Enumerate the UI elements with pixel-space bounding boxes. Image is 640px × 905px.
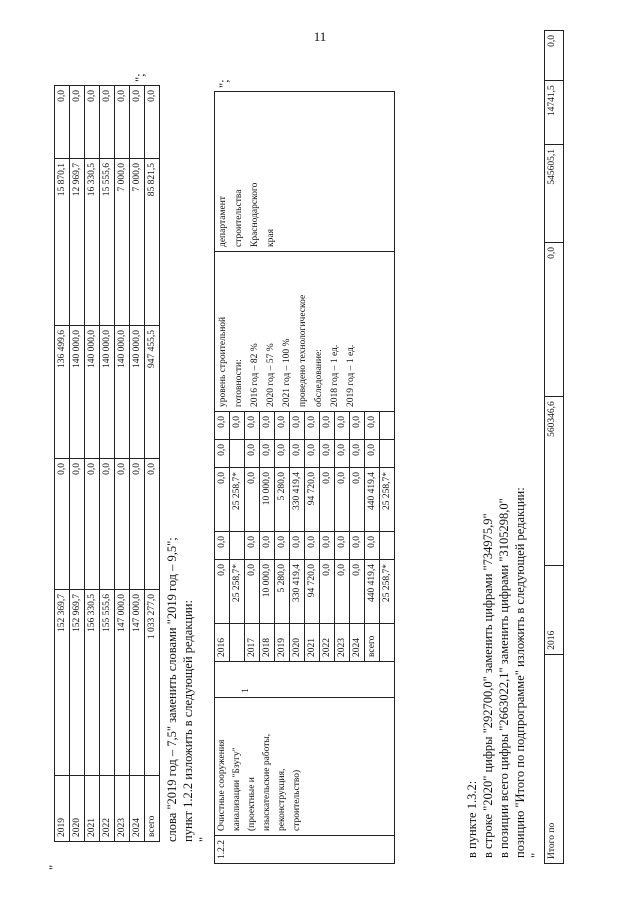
table-cell: 560346,6 (545, 397, 564, 565)
table-cell (380, 440, 395, 468)
object-name-line: реконструкция, (277, 768, 287, 831)
table-cell: 0,0 (335, 560, 350, 624)
table-cell: Итого по (545, 654, 564, 863)
result-line: 2016 год – 82 % (250, 343, 260, 407)
table-cell: 0,0 (215, 560, 230, 624)
table-row (85, 86, 100, 842)
table-cell: 0,0 (215, 468, 230, 532)
table-cell: 147 000,0 (115, 590, 130, 776)
table-cell: 0,0 (545, 31, 564, 81)
result-line: уровень строительной (218, 316, 228, 407)
table-row (70, 86, 85, 842)
table-cell: 94 720,0 (305, 560, 320, 624)
page-number: 11 (313, 29, 327, 44)
table-cell: 2021 (305, 624, 320, 662)
table-cell: 85 821,5 (145, 159, 160, 326)
object-name-line: изыскательские работы, (262, 733, 272, 831)
department-cell (215, 92, 395, 252)
department-line: строительства (234, 189, 244, 247)
table-cell: 0,0 (245, 468, 260, 532)
table-cell: 330 419,4 (290, 560, 305, 624)
table-cell: 2024 (130, 776, 145, 842)
table-cell: 440 419,4 (365, 468, 380, 532)
object-name-line: канализации "Бзугу" (232, 747, 242, 831)
funding-table-continued (54, 85, 160, 842)
rotated-page (40, 30, 600, 870)
table-cell: 0,0 (55, 459, 70, 590)
table-cell: 25 258,7* (230, 468, 245, 532)
table-cell: 0,0 (350, 560, 365, 624)
table-cell: 0,0 (335, 440, 350, 468)
table-row (100, 86, 115, 842)
table-cell: всего (145, 776, 160, 842)
item-1-3-2-instruction: в пункте 1.3.2: (465, 780, 479, 858)
table-cell: 2019 (275, 624, 290, 662)
table-cell: 2018 (260, 624, 275, 662)
table-cell: 10 000,0 (260, 468, 275, 532)
table-cell: 25 258,7* (230, 560, 245, 624)
result-line: 2021 год – 100 % (282, 338, 292, 407)
table1-open-quote: " (47, 864, 61, 870)
table-cell: 7 000,0 (115, 159, 130, 326)
table-cell: 0,0 (290, 440, 305, 468)
table-cell: 0,0 (115, 86, 130, 159)
table-cell: 1.2.2 (215, 836, 395, 864)
quote-mark-2: " (529, 852, 543, 858)
table-cell: 2020 (70, 776, 85, 842)
object-name-line: (проектные и (247, 777, 257, 831)
table-cell: 2016 (215, 624, 230, 662)
table-cell: 0,0 (290, 532, 305, 560)
table-cell: 0,0 (320, 440, 335, 468)
department-line: Краснодарского (250, 182, 260, 247)
table-cell: 156 330,5 (85, 590, 100, 776)
table-cell: 440 419,4 (365, 560, 380, 624)
table-cell: 94 720,0 (305, 468, 320, 532)
result-cell (215, 252, 395, 412)
table-cell: 0,0 (275, 440, 290, 468)
table-cell: 0,0 (335, 468, 350, 532)
table-cell: 0,0 (365, 440, 380, 468)
table-cell: 2021 (85, 776, 100, 842)
table-cell: 2019 (55, 776, 70, 842)
table-cell: 0,0 (260, 440, 275, 468)
table-cell: 10 000,0 (260, 560, 275, 624)
table-cell: 5 280,0 (275, 468, 290, 532)
table-cell: 0,0 (305, 412, 320, 440)
table-row (55, 86, 70, 842)
table-cell: 2022 (320, 624, 335, 662)
table-cell: 2020 (290, 624, 305, 662)
table-cell: 16 330,5 (85, 159, 100, 326)
mark-cell (215, 662, 395, 698)
table-cell: 0,0 (145, 459, 160, 590)
table-row (130, 86, 145, 842)
table-cell: всего (365, 624, 380, 662)
table-cell: 15 555,6 (100, 159, 115, 326)
table-cell: 136 499,6 (55, 326, 70, 459)
result-line: 2018 год – 1 ед. (330, 344, 340, 407)
mark-text: 1 (241, 688, 251, 693)
table-cell: 0,0 (320, 412, 335, 440)
table-cell: 0,0 (335, 532, 350, 560)
object-name-line: строительство) (292, 769, 302, 831)
department-line: края (266, 229, 276, 247)
table-cell: 152 969,7 (70, 590, 85, 776)
table-cell (230, 440, 245, 468)
table2-close-mark: "; (217, 79, 231, 88)
table-cell: 0,0 (335, 412, 350, 440)
table-cell (380, 624, 395, 662)
object-name-line: Очистные сооружения (217, 739, 227, 831)
table-cell: 2023 (115, 776, 130, 842)
table-cell: 0,0 (320, 532, 335, 560)
table-cell: 0,0 (130, 86, 145, 159)
table-cell: 1 033 277,0 (145, 590, 160, 776)
table-row (545, 31, 564, 864)
table-cell: 0,0 (230, 412, 245, 440)
object-name-cell (215, 698, 395, 836)
table-cell: 0,0 (245, 412, 260, 440)
table-cell: 0,0 (85, 86, 100, 159)
table-cell: 0,0 (350, 440, 365, 468)
table-cell: 140 000,0 (70, 326, 85, 459)
table-cell: 545605,1 (545, 145, 564, 243)
table-cell: 0,0 (130, 459, 145, 590)
table-row (215, 92, 230, 864)
quote-mark: " (197, 836, 211, 842)
table-cell: 0,0 (260, 532, 275, 560)
table-row (145, 86, 160, 842)
item-1-2-2-table (214, 91, 395, 864)
table-cell: 0,0 (115, 459, 130, 590)
table-cell: 0,0 (365, 412, 380, 440)
result-line: обследование: (314, 349, 324, 407)
table-cell: 0,0 (100, 459, 115, 590)
subprogram-total-table (544, 30, 564, 864)
table-cell: 0,0 (245, 532, 260, 560)
table-cell: 14741,5 (545, 81, 564, 145)
table-cell: 2016 (545, 565, 564, 654)
table-cell: 0,0 (215, 412, 230, 440)
table-cell: 0,0 (350, 412, 365, 440)
table-cell: 140 000,0 (115, 326, 130, 459)
table-cell: 0,0 (275, 532, 290, 560)
table-cell: 0,0 (215, 440, 230, 468)
result-line: готовности: (234, 359, 244, 407)
table-cell: 0,0 (320, 560, 335, 624)
table-cell: 947 455,5 (145, 326, 160, 459)
department-line: департамент (218, 196, 228, 247)
table-cell: 7 000,0 (130, 159, 145, 326)
table-cell: 0,0 (305, 532, 320, 560)
table-cell: 0,0 (350, 532, 365, 560)
table-cell: 15 870,1 (55, 159, 70, 326)
table-cell: 0,0 (245, 560, 260, 624)
table-cell: 140 000,0 (130, 326, 145, 459)
table-cell: 0,0 (85, 459, 100, 590)
table-cell: 0,0 (365, 532, 380, 560)
table-cell (380, 532, 395, 560)
table-row (115, 86, 130, 842)
table-cell: 0,0 (290, 412, 305, 440)
table-cell: 0,0 (275, 412, 290, 440)
total-instruction: в позиции всего цифры "2663022,1" заменить цифрами "3105298,0" (497, 498, 511, 858)
table-cell: 330 419,4 (290, 468, 305, 532)
subprogram-total-instruction: позицию "Итого по подпрограмме" изложить в следующей редакции: (513, 487, 527, 858)
table-cell: 0,0 (100, 86, 115, 159)
table-cell: 0,0 (545, 242, 564, 396)
table-cell (230, 532, 245, 560)
table-cell: 0,0 (245, 440, 260, 468)
result-line: проведено технологическое (298, 294, 308, 407)
replace-words-instruction: слова "2019 год – 7,5" заменить словами "2019 год – 9,5"; (165, 537, 179, 842)
table-cell: 155 555,6 (100, 590, 115, 776)
table-cell: 0,0 (305, 440, 320, 468)
table-cell (230, 624, 245, 662)
result-line: 2019 год – 1 ед. (346, 344, 356, 407)
empty-cell (380, 412, 395, 440)
table-cell: 0,0 (55, 86, 70, 159)
table-cell: 0,0 (350, 468, 365, 532)
table-cell: 140 000,0 (85, 326, 100, 459)
table-cell: 2024 (350, 624, 365, 662)
table-cell: 2017 (245, 624, 260, 662)
table-cell: 152 369,7 (55, 590, 70, 776)
table-cell: 5 280,0 (275, 560, 290, 624)
table-cell: 2022 (100, 776, 115, 842)
item-1-2-2-instruction: пункт 1.2.2 изложить в следующей редакции: (181, 600, 195, 842)
table-cell: 147 000,0 (130, 590, 145, 776)
table-cell: 0,0 (145, 86, 160, 159)
table-cell: 0,0 (70, 86, 85, 159)
result-line: 2020 год – 57 % (266, 343, 276, 407)
table-cell: 12 969,7 (70, 159, 85, 326)
table1-close-mark: "; (133, 73, 147, 82)
table-cell: 25 258,7* (380, 560, 395, 624)
table-cell: 0,0 (215, 532, 230, 560)
table-cell: 0,0 (320, 468, 335, 532)
table-cell: 25 258,7* (380, 468, 395, 532)
table-cell: 140 000,0 (100, 326, 115, 459)
table-cell: 2023 (335, 624, 350, 662)
table-cell: 0,0 (260, 412, 275, 440)
table-cell: 0,0 (70, 459, 85, 590)
row-2020-instruction: в строке "2020" цифры "292700,0" заменить цифрами "734975,9" (481, 513, 495, 858)
